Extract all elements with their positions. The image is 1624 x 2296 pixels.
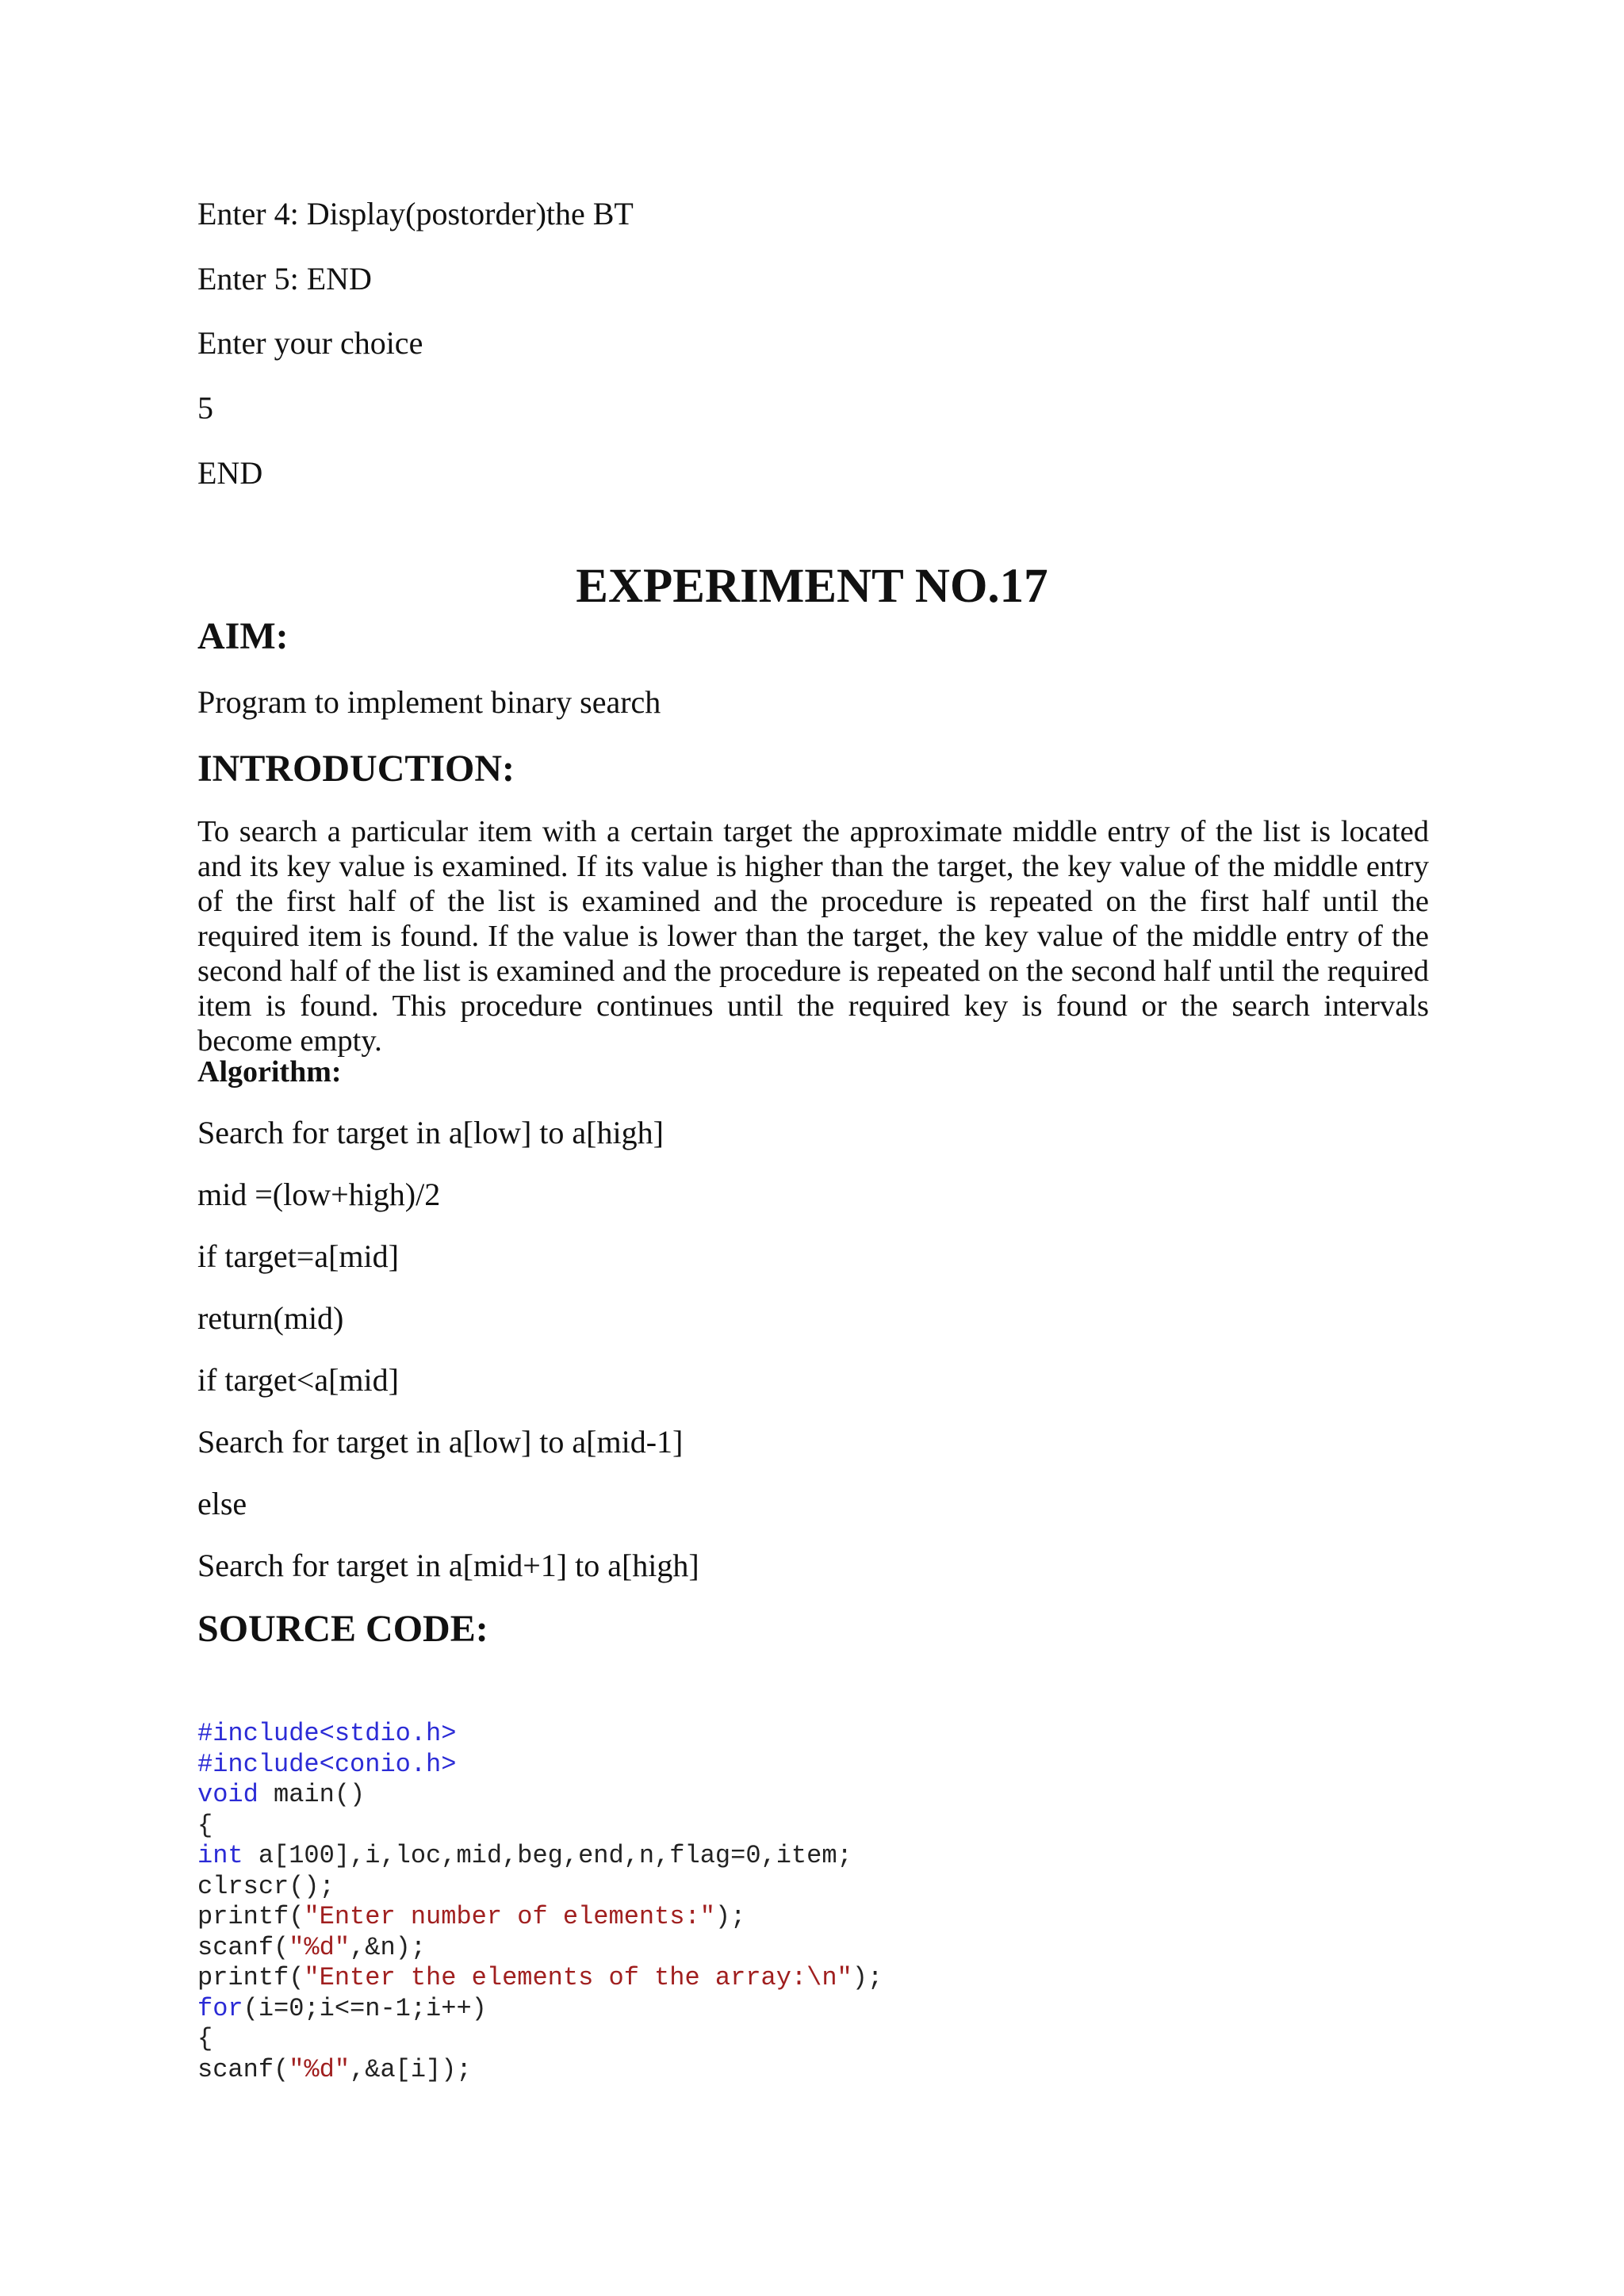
code-line bbox=[197, 1902, 883, 1933]
source-code-block bbox=[197, 1719, 883, 2085]
introduction-heading: INTRODUCTION: bbox=[197, 748, 515, 790]
code-line bbox=[197, 1872, 883, 1903]
code-line bbox=[197, 1719, 883, 1750]
code-text: scanf( bbox=[197, 2054, 289, 2084]
code-text: printf( bbox=[197, 1963, 304, 1992]
algorithm-step: Search for target in a[mid+1] to a[high] bbox=[197, 1548, 699, 1583]
code-text: ,&n); bbox=[350, 1932, 427, 1962]
code-line bbox=[197, 1963, 883, 1994]
algorithm-step: Search for target in a[low] to a[mid-1] bbox=[197, 1424, 684, 1460]
code-line bbox=[197, 2055, 883, 2086]
code-text: printf( bbox=[197, 1902, 304, 1931]
algorithm-step: return(mid) bbox=[197, 1300, 344, 1336]
algorithm-step: else bbox=[197, 1486, 247, 1521]
code-keyword: int bbox=[197, 1841, 243, 1870]
output-line: Enter 4: Display(postorder)the BT bbox=[197, 196, 634, 232]
code-line bbox=[197, 1750, 883, 1781]
code-text: ); bbox=[714, 1902, 746, 1931]
code-text: scanf( bbox=[197, 1932, 289, 1962]
output-line: Enter your choice bbox=[197, 325, 423, 361]
code-text: ,&a[i]); bbox=[350, 2054, 472, 2084]
output-line: 5 bbox=[197, 390, 213, 426]
code-text: clrscr(); bbox=[197, 1871, 335, 1901]
algorithm-step: Search for target in a[low] to a[high] bbox=[197, 1115, 664, 1150]
code-line bbox=[197, 1933, 883, 1964]
code-line bbox=[197, 1841, 883, 1872]
code-keyword: void bbox=[197, 1780, 259, 1809]
aim-text: Program to implement binary search bbox=[197, 684, 661, 720]
code-line bbox=[197, 1811, 883, 1842]
code-string: "%d" bbox=[289, 1932, 350, 1962]
algorithm-step: if target=a[mid] bbox=[197, 1238, 399, 1274]
code-line bbox=[197, 1780, 883, 1811]
code-keyword: for bbox=[197, 1993, 243, 2023]
code-text: a[100],i,loc,mid,beg,end,n,flag=0,item; bbox=[243, 1841, 852, 1870]
code-text: { bbox=[197, 1810, 213, 1840]
code-line bbox=[197, 1994, 883, 2025]
code-text: ); bbox=[852, 1963, 883, 1992]
code-text: main() bbox=[258, 1780, 366, 1809]
code-line bbox=[197, 2024, 883, 2055]
code-text: { bbox=[197, 2024, 213, 2053]
source-code-heading: SOURCE CODE: bbox=[197, 1608, 488, 1650]
code-string: "Enter number of elements:" bbox=[304, 1902, 715, 1931]
code-string: "Enter the elements of the array:\n" bbox=[304, 1963, 852, 1992]
output-line: END bbox=[197, 455, 263, 491]
algorithm-step: if target<a[mid] bbox=[197, 1362, 399, 1398]
code-keyword: #include<stdio.h> bbox=[197, 1719, 457, 1748]
code-string: "%d" bbox=[289, 2054, 350, 2084]
algorithm-heading: Algorithm: bbox=[197, 1055, 342, 1089]
code-text: (i=0;i<=n-1;i++) bbox=[243, 1993, 487, 2023]
output-line: Enter 5: END bbox=[197, 261, 372, 297]
experiment-title: EXPERIMENT NO.17 bbox=[576, 560, 1048, 613]
code-keyword: #include<conio.h> bbox=[197, 1749, 457, 1779]
algorithm-step: mid =(low+high)/2 bbox=[197, 1177, 441, 1212]
introduction-paragraph: To search a particular item with a certain target the approximate middle entry of the list is located and its key value is examined. If its value is higher than the target, the key value of the middle entry of the first half of the list is examined and the procedure is repeated on the first half until the required item is found. If the value is lower than the target, the key value of the middle entry of the second half of the list is examined and the procedure is repeated on the second half until the required item is found. This procedure continues until the required key is found or the search intervals become empty. bbox=[197, 815, 1429, 1058]
aim-heading: AIM: bbox=[197, 615, 289, 657]
